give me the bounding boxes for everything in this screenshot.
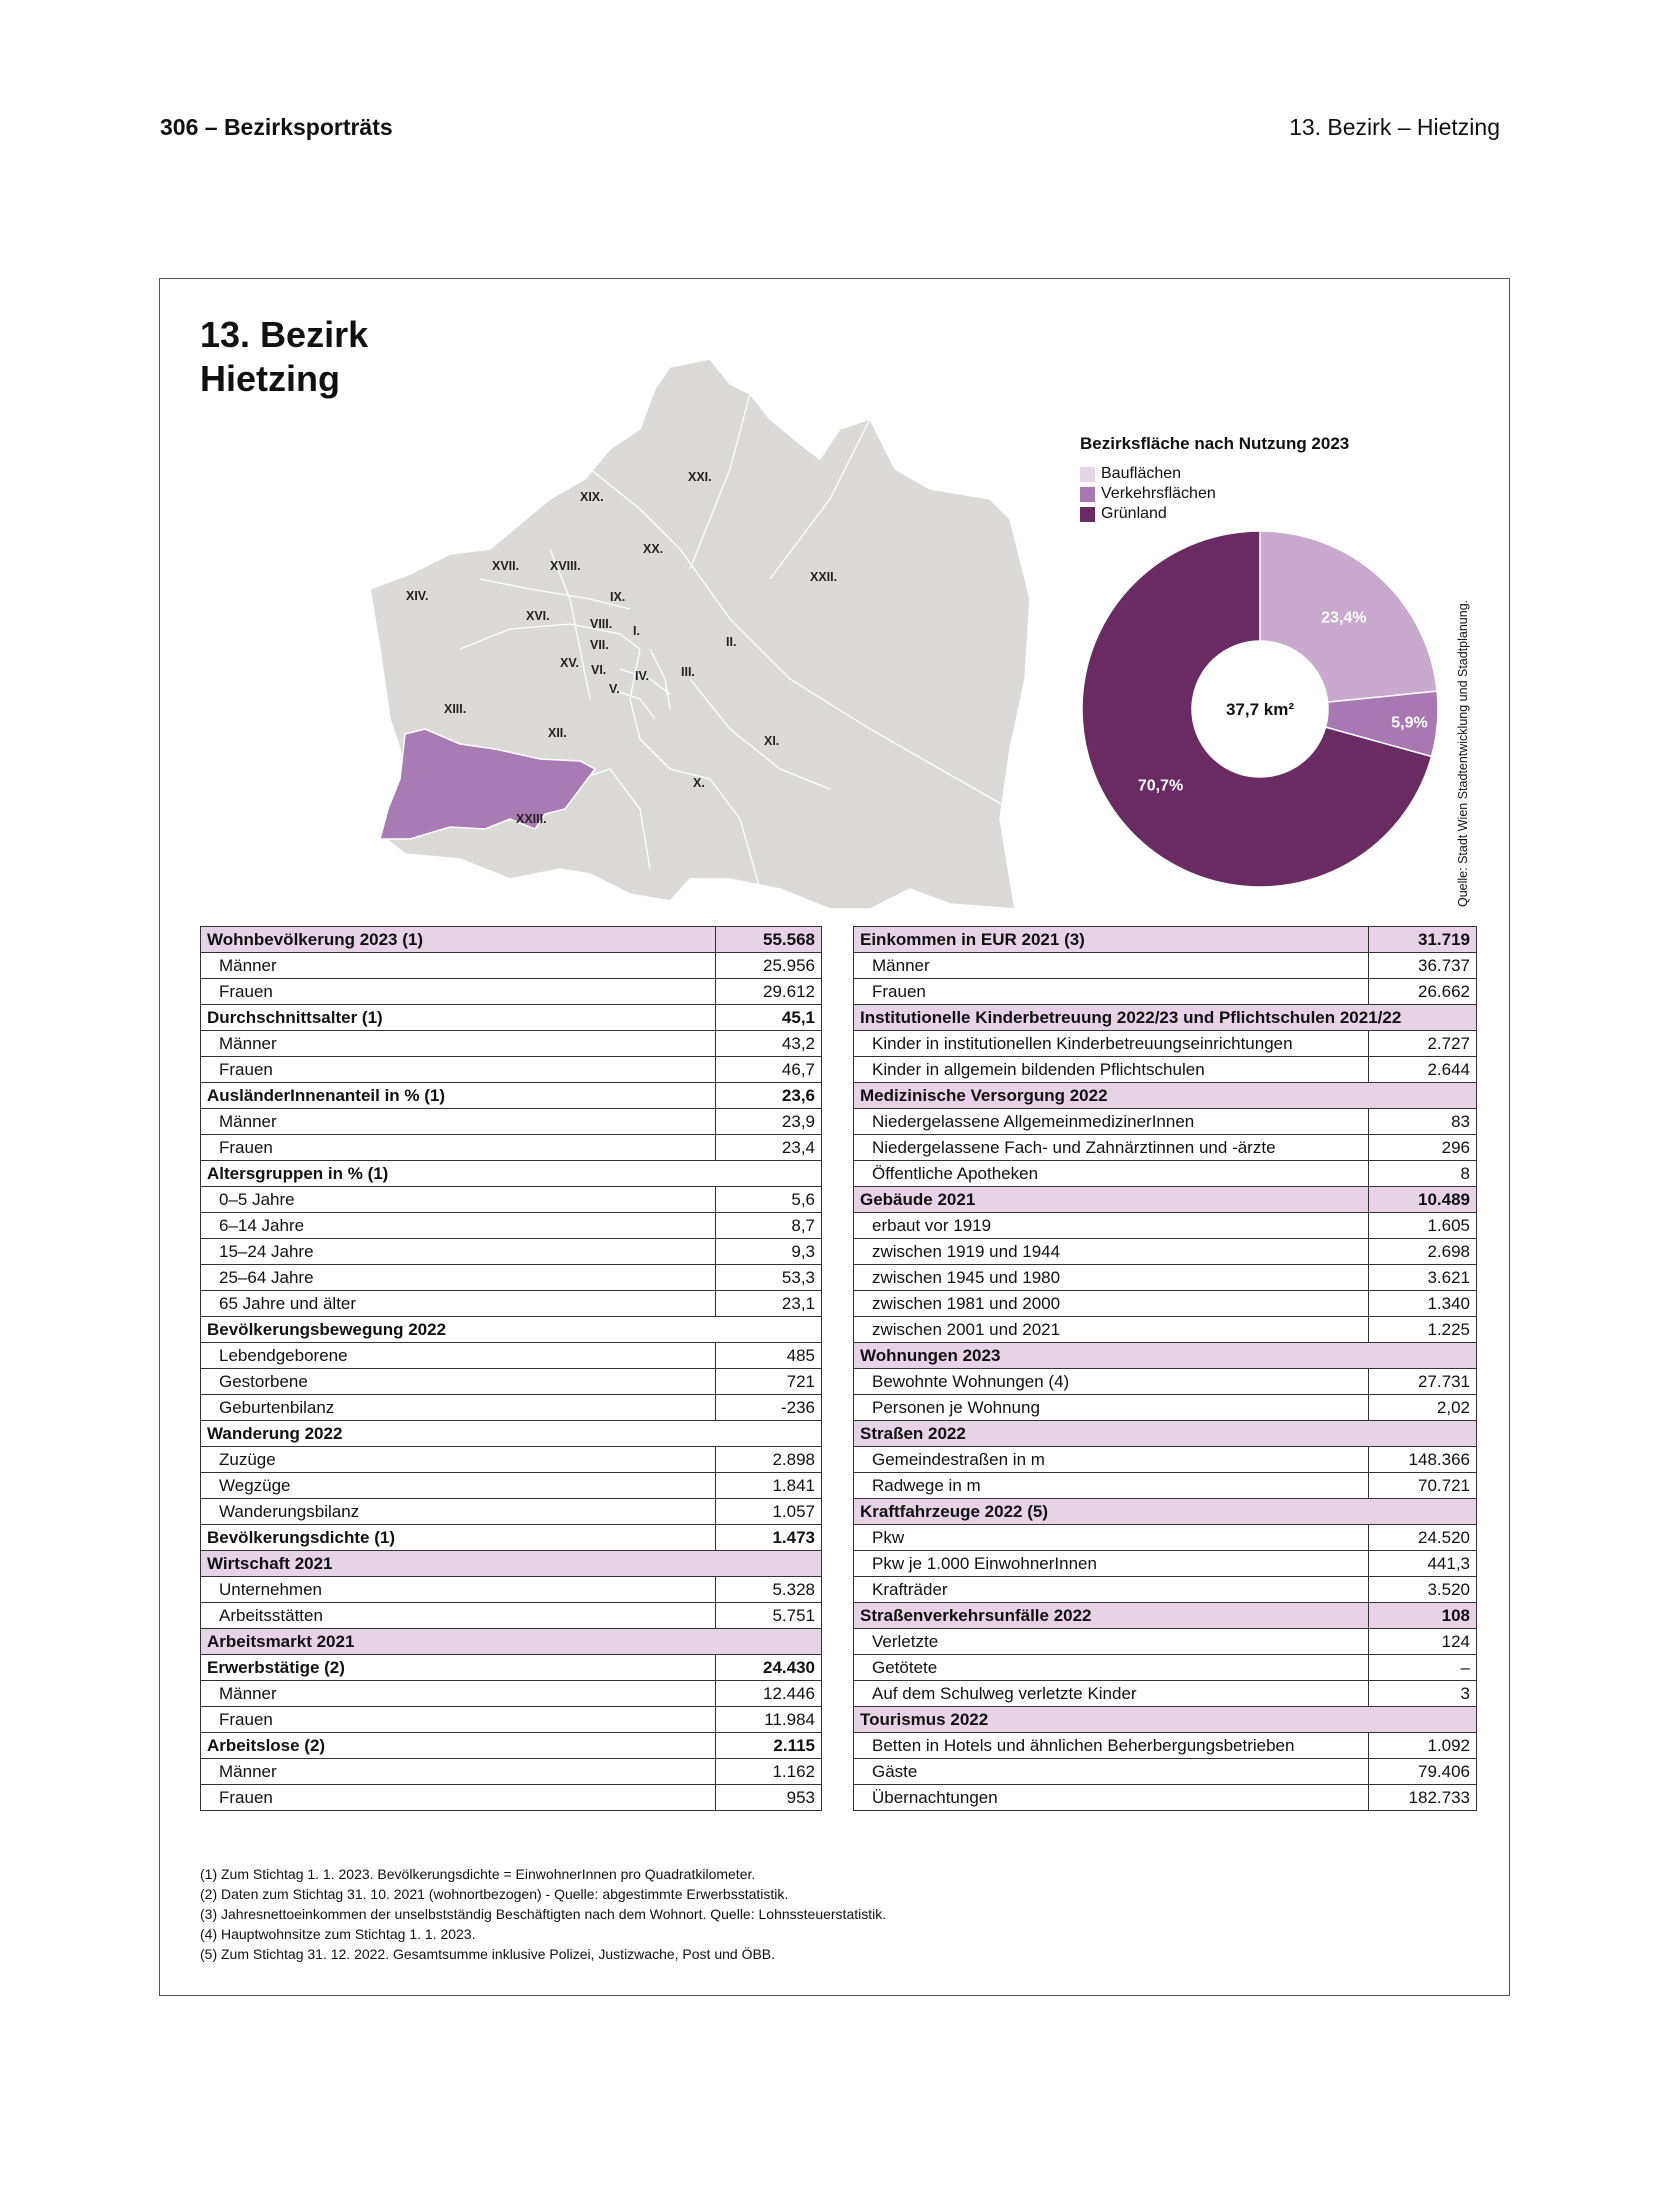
row-label: Kinder in institutionellen Kinderbetreuungseinrichtungen xyxy=(854,1031,1369,1057)
row-value: 124 xyxy=(1369,1629,1477,1655)
label-xxi: XXI. xyxy=(688,470,712,484)
row-value: 2,02 xyxy=(1369,1395,1477,1421)
row-value: 1.162 xyxy=(716,1759,822,1785)
row-label: Bewohnte Wohnungen (4) xyxy=(854,1369,1369,1395)
section-heading: Bevölkerungsbewegung 2022 xyxy=(201,1317,822,1343)
table-row xyxy=(201,953,822,979)
slice-label: 5,9% xyxy=(1391,714,1428,732)
row-label: Gebäude 2021 xyxy=(854,1187,1369,1213)
row-label: Betten in Hotels und ähnlichen Beherbergungsbetrieben xyxy=(854,1733,1369,1759)
row-value: 1.841 xyxy=(716,1473,822,1499)
table-row xyxy=(854,1525,1477,1551)
row-label: Krafträder xyxy=(854,1577,1369,1603)
row-label: 0–5 Jahre xyxy=(201,1187,716,1213)
donut-center-label: 37,7 km² xyxy=(1225,700,1295,719)
row-label: Verletzte xyxy=(854,1629,1369,1655)
row-label: zwischen 1945 und 1980 xyxy=(854,1265,1369,1291)
label-xxii: XXII. xyxy=(810,570,838,584)
row-label: Männer xyxy=(201,1681,716,1707)
row-value: 55.568 xyxy=(716,927,822,953)
row-value: 2.115 xyxy=(716,1733,822,1759)
label-iii: III. xyxy=(681,665,695,679)
chart-title: Bezirksfläche nach Nutzung 2023 xyxy=(1080,434,1350,453)
table-row xyxy=(201,927,822,953)
row-label: Männer xyxy=(201,953,716,979)
legend-label-gruenland: Grünland xyxy=(1101,505,1167,522)
table-row xyxy=(201,1369,822,1395)
label-xx: XX. xyxy=(643,542,664,556)
legend-swatch-gruenland xyxy=(1080,507,1095,522)
table-row xyxy=(854,1473,1477,1499)
row-label: Pkw xyxy=(854,1525,1369,1551)
table-row xyxy=(854,1707,1477,1733)
row-label: Gäste xyxy=(854,1759,1369,1785)
row-label: Männer xyxy=(201,1031,716,1057)
row-value: 31.719 xyxy=(1369,927,1477,953)
row-label: Männer xyxy=(201,1759,716,1785)
label-ii: II. xyxy=(726,635,737,649)
table-row xyxy=(201,1629,822,1655)
row-label: Kinder in allgemein bildenden Pflichtschulen xyxy=(854,1057,1369,1083)
table-row xyxy=(201,1109,822,1135)
legend-label-verkehrsflaechen: Verkehrsflächen xyxy=(1101,485,1216,502)
table-row xyxy=(854,1499,1477,1525)
row-label: Männer xyxy=(854,953,1369,979)
legend-swatch-verkehrsflaechen xyxy=(1080,487,1095,502)
table-row xyxy=(854,1005,1477,1031)
row-value: 8 xyxy=(1369,1161,1477,1187)
table-row xyxy=(201,1083,822,1109)
footnote: (2) Daten zum Stichtag 31. 10. 2021 (wohnortbezogen) - Quelle: abgestimmte Erwerbsstatistik. xyxy=(200,1886,789,1902)
row-value: 1.473 xyxy=(716,1525,822,1551)
label-x: X. xyxy=(693,776,705,790)
row-value: 1.605 xyxy=(1369,1213,1477,1239)
section-heading: Medizinische Versorgung 2022 xyxy=(854,1083,1477,1109)
row-value: -236 xyxy=(716,1395,822,1421)
table-row xyxy=(854,1291,1477,1317)
row-label: Frauen xyxy=(201,1057,716,1083)
table-row xyxy=(201,1707,822,1733)
row-label: Wanderungsbilanz xyxy=(201,1499,716,1525)
table-row xyxy=(201,1395,822,1421)
label-xiv: XIV. xyxy=(406,589,429,603)
row-value: – xyxy=(1369,1655,1477,1681)
vienna-district-map xyxy=(310,349,1030,909)
district-title-number: 13. Bezirk xyxy=(200,314,369,355)
table-row xyxy=(201,1525,822,1551)
row-label: zwischen 1919 und 1944 xyxy=(854,1239,1369,1265)
legend-item-bauflaechen xyxy=(1080,464,1216,484)
table-row xyxy=(201,1473,822,1499)
district-portrait-box xyxy=(159,278,1510,1996)
table-row xyxy=(854,1135,1477,1161)
table-row xyxy=(854,1109,1477,1135)
row-value: 5,6 xyxy=(716,1187,822,1213)
row-value: 36.737 xyxy=(1369,953,1477,979)
row-value: 10.489 xyxy=(1369,1187,1477,1213)
label-xiii: XIII. xyxy=(444,702,467,716)
table-row xyxy=(201,1239,822,1265)
row-label: Radwege in m xyxy=(854,1473,1369,1499)
row-value: 45,1 xyxy=(716,1005,822,1031)
table-row xyxy=(854,1395,1477,1421)
row-label: Wohnbevölkerung 2023 (1) xyxy=(201,927,716,953)
page-header-right: 13. Bezirk – Hietzing xyxy=(1289,114,1500,140)
legend-item-gruenland xyxy=(1080,504,1216,524)
row-value: 3.520 xyxy=(1369,1577,1477,1603)
row-value: 27.731 xyxy=(1369,1369,1477,1395)
row-value: 8,7 xyxy=(716,1213,822,1239)
label-xviii: XVIII. xyxy=(550,559,581,573)
label-xvii: XVII. xyxy=(492,559,520,573)
table-row xyxy=(854,1759,1477,1785)
table-row xyxy=(201,1603,822,1629)
row-value: 79.406 xyxy=(1369,1759,1477,1785)
row-label: erbaut vor 1919 xyxy=(854,1213,1369,1239)
row-label: Zuzüge xyxy=(201,1447,716,1473)
table-row xyxy=(854,1603,1477,1629)
population-economy-table xyxy=(200,926,822,1811)
row-value: 23,9 xyxy=(716,1109,822,1135)
row-value: 1.092 xyxy=(1369,1733,1477,1759)
label-xi: XI. xyxy=(764,734,780,748)
row-label: Getötete xyxy=(854,1655,1369,1681)
infrastructure-table xyxy=(853,926,1477,1811)
row-value: 83 xyxy=(1369,1109,1477,1135)
table-row xyxy=(201,979,822,1005)
row-label: zwischen 1981 und 2000 xyxy=(854,1291,1369,1317)
row-value: 24.520 xyxy=(1369,1525,1477,1551)
row-value: 2.698 xyxy=(1369,1239,1477,1265)
table-row xyxy=(201,1005,822,1031)
legend-item-verkehrsflaechen xyxy=(1080,484,1216,504)
label-vii: VII. xyxy=(590,638,609,652)
row-value: 23,6 xyxy=(716,1083,822,1109)
row-value: 3 xyxy=(1369,1681,1477,1707)
footnotes xyxy=(200,1864,886,1964)
table-row xyxy=(201,1733,822,1759)
row-label: Personen je Wohnung xyxy=(854,1395,1369,1421)
page-header-left: 306 – Bezirksporträts xyxy=(160,114,393,140)
row-label: zwischen 2001 und 2021 xyxy=(854,1317,1369,1343)
donut-chart xyxy=(1080,529,1460,909)
table-row xyxy=(201,1655,822,1681)
row-label: Pkw je 1.000 EinwohnerInnen xyxy=(854,1551,1369,1577)
row-value: 1.057 xyxy=(716,1499,822,1525)
row-label: Durchschnittsalter (1) xyxy=(201,1005,716,1031)
row-label: Öffentliche Apotheken xyxy=(854,1161,1369,1187)
table-row xyxy=(854,1317,1477,1343)
table-row xyxy=(854,979,1477,1005)
table-row xyxy=(201,1057,822,1083)
row-value: 11.984 xyxy=(716,1707,822,1733)
section-heading: Straßen 2022 xyxy=(854,1421,1477,1447)
label-xvi: XVI. xyxy=(526,609,550,623)
section-heading: Altersgruppen in % (1) xyxy=(201,1161,822,1187)
table-row xyxy=(854,1369,1477,1395)
row-value: 5.751 xyxy=(716,1603,822,1629)
row-label: Frauen xyxy=(201,979,716,1005)
table-row xyxy=(854,1681,1477,1707)
row-value: 721 xyxy=(716,1369,822,1395)
district-title-name: Hietzing xyxy=(200,358,340,399)
row-value: 3.621 xyxy=(1369,1265,1477,1291)
table-row xyxy=(201,1681,822,1707)
table-row xyxy=(201,1265,822,1291)
table-row xyxy=(854,1213,1477,1239)
table-row xyxy=(201,1421,822,1447)
table-row xyxy=(201,1317,822,1343)
section-heading: Institutionelle Kinderbetreuung 2022/23 und Pflichtschulen 2021/22 xyxy=(854,1005,1477,1031)
row-value: 23,1 xyxy=(716,1291,822,1317)
slice-label: 23,4% xyxy=(1321,609,1367,627)
row-label: 15–24 Jahre xyxy=(201,1239,716,1265)
row-value: 53,3 xyxy=(716,1265,822,1291)
row-value: 70.721 xyxy=(1369,1473,1477,1499)
label-ix: IX. xyxy=(610,590,626,604)
table-row xyxy=(201,1577,822,1603)
row-label: Niedergelassene AllgemeinmedizinerInnen xyxy=(854,1109,1369,1135)
table-row xyxy=(201,1785,822,1811)
row-label: Straßenverkehrsunfälle 2022 xyxy=(854,1603,1369,1629)
section-heading: Wohnungen 2023 xyxy=(854,1343,1477,1369)
label-v: V. xyxy=(609,682,620,696)
row-value: 148.366 xyxy=(1369,1447,1477,1473)
row-value: 12.446 xyxy=(716,1681,822,1707)
row-label: 25–64 Jahre xyxy=(201,1265,716,1291)
row-value: 1.340 xyxy=(1369,1291,1477,1317)
footnote: (4) Hauptwohnsitze zum Stichtag 1. 1. 2023. xyxy=(200,1926,476,1942)
table-row xyxy=(201,1161,822,1187)
source-text: Quelle: Stadt Wien Stadtentwicklung und Stadtplanung. xyxy=(1456,599,1470,907)
label-iv: IV. xyxy=(635,669,650,683)
table-row xyxy=(854,1343,1477,1369)
table-row xyxy=(854,927,1477,953)
row-value: 1.225 xyxy=(1369,1317,1477,1343)
table-row xyxy=(854,1447,1477,1473)
legend-swatch-bauflaechen xyxy=(1080,467,1095,482)
legend-label-bauflaechen: Bauflächen xyxy=(1101,465,1182,482)
row-label: 65 Jahre und älter xyxy=(201,1291,716,1317)
table-row xyxy=(201,1759,822,1785)
label-vi: VI. xyxy=(591,663,607,677)
row-value: 43,2 xyxy=(716,1031,822,1057)
row-label: Übernachtungen xyxy=(854,1785,1369,1811)
row-label: AusländerInnenanteil in % (1) xyxy=(201,1083,716,1109)
row-label: Männer xyxy=(201,1109,716,1135)
row-label: Arbeitslose (2) xyxy=(201,1733,716,1759)
table-row xyxy=(201,1447,822,1473)
row-label: Erwerbstätige (2) xyxy=(201,1655,716,1681)
row-label: Auf dem Schulweg verletzte Kinder xyxy=(854,1681,1369,1707)
table-row xyxy=(854,1421,1477,1447)
row-value: 2.898 xyxy=(716,1447,822,1473)
table-row xyxy=(854,1551,1477,1577)
table-row xyxy=(854,1031,1477,1057)
section-heading: Wirtschaft 2021 xyxy=(201,1551,822,1577)
row-label: Geburtenbilanz xyxy=(201,1395,716,1421)
table-row xyxy=(854,1239,1477,1265)
table-row xyxy=(854,1187,1477,1213)
row-label: 6–14 Jahre xyxy=(201,1213,716,1239)
row-value: 23,4 xyxy=(716,1135,822,1161)
footnote: (5) Zum Stichtag 31. 12. 2022. Gesamtsumme inklusive Polizei, Justizwache, Post und ÖBB. xyxy=(200,1946,776,1962)
row-value: 5.328 xyxy=(716,1577,822,1603)
chart-legend xyxy=(1080,464,1216,524)
row-label: Frauen xyxy=(201,1707,716,1733)
table-row xyxy=(201,1343,822,1369)
slice-label: 70,7% xyxy=(1137,777,1184,795)
land-use-chart xyxy=(1080,434,1480,914)
row-value: 296 xyxy=(1369,1135,1477,1161)
row-value: 2.727 xyxy=(1369,1031,1477,1057)
row-value: 46,7 xyxy=(716,1057,822,1083)
row-label: Einkommen in EUR 2021 (3) xyxy=(854,927,1369,953)
table-row xyxy=(854,953,1477,979)
section-heading: Arbeitsmarkt 2021 xyxy=(201,1629,822,1655)
table-row xyxy=(854,1265,1477,1291)
row-value: 2.644 xyxy=(1369,1057,1477,1083)
row-value: 9,3 xyxy=(716,1239,822,1265)
table-row xyxy=(854,1083,1477,1109)
row-label: Frauen xyxy=(201,1785,716,1811)
section-heading: Kraftfahrzeuge 2022 (5) xyxy=(854,1499,1477,1525)
label-xxiii: XXIII. xyxy=(516,812,547,826)
row-label: Niedergelassene Fach- und Zahnärztinnen und -ärzte xyxy=(854,1135,1369,1161)
table-row xyxy=(201,1031,822,1057)
table-row xyxy=(854,1655,1477,1681)
table-row xyxy=(201,1291,822,1317)
row-value: 29.612 xyxy=(716,979,822,1005)
table-row xyxy=(854,1057,1477,1083)
row-value: 953 xyxy=(716,1785,822,1811)
row-label: Arbeitsstätten xyxy=(201,1603,716,1629)
table-row xyxy=(854,1629,1477,1655)
section-heading: Wanderung 2022 xyxy=(201,1421,822,1447)
row-label: Bevölkerungsdichte (1) xyxy=(201,1525,716,1551)
table-row xyxy=(854,1785,1477,1811)
row-label: Unternehmen xyxy=(201,1577,716,1603)
table-row xyxy=(201,1499,822,1525)
table-row xyxy=(201,1187,822,1213)
row-value: 24.430 xyxy=(716,1655,822,1681)
table-row xyxy=(201,1135,822,1161)
label-xii: XII. xyxy=(548,726,567,740)
table-row xyxy=(854,1577,1477,1603)
label-xv: XV. xyxy=(560,656,580,670)
row-value: 441,3 xyxy=(1369,1551,1477,1577)
table-row xyxy=(201,1213,822,1239)
footnote: (1) Zum Stichtag 1. 1. 2023. Bevölkerungsdichte = EinwohnerInnen pro Quadratkilometer. xyxy=(200,1866,756,1882)
source-note xyxy=(1454,529,1474,909)
row-value: 485 xyxy=(716,1343,822,1369)
label-viii: VIII. xyxy=(590,617,613,631)
row-value: 108 xyxy=(1369,1603,1477,1629)
row-label: Lebendgeborene xyxy=(201,1343,716,1369)
row-label: Gemeindestraßen in m xyxy=(854,1447,1369,1473)
row-label: Wegzüge xyxy=(201,1473,716,1499)
table-row xyxy=(201,1551,822,1577)
section-heading: Tourismus 2022 xyxy=(854,1707,1477,1733)
row-label: Gestorbene xyxy=(201,1369,716,1395)
row-value: 25.956 xyxy=(716,953,822,979)
row-value: 182.733 xyxy=(1369,1785,1477,1811)
label-xix: XIX. xyxy=(580,490,604,504)
row-label: Frauen xyxy=(854,979,1369,1005)
row-label: Frauen xyxy=(201,1135,716,1161)
label-i: I. xyxy=(633,624,640,638)
row-value: 26.662 xyxy=(1369,979,1477,1005)
table-row xyxy=(854,1161,1477,1187)
footnote: (3) Jahresnettoeinkommen der unselbstständig Beschäftigten nach dem Wohnort. Quelle: Lohnssteuerstatistik. xyxy=(200,1906,887,1922)
table-row xyxy=(854,1733,1477,1759)
